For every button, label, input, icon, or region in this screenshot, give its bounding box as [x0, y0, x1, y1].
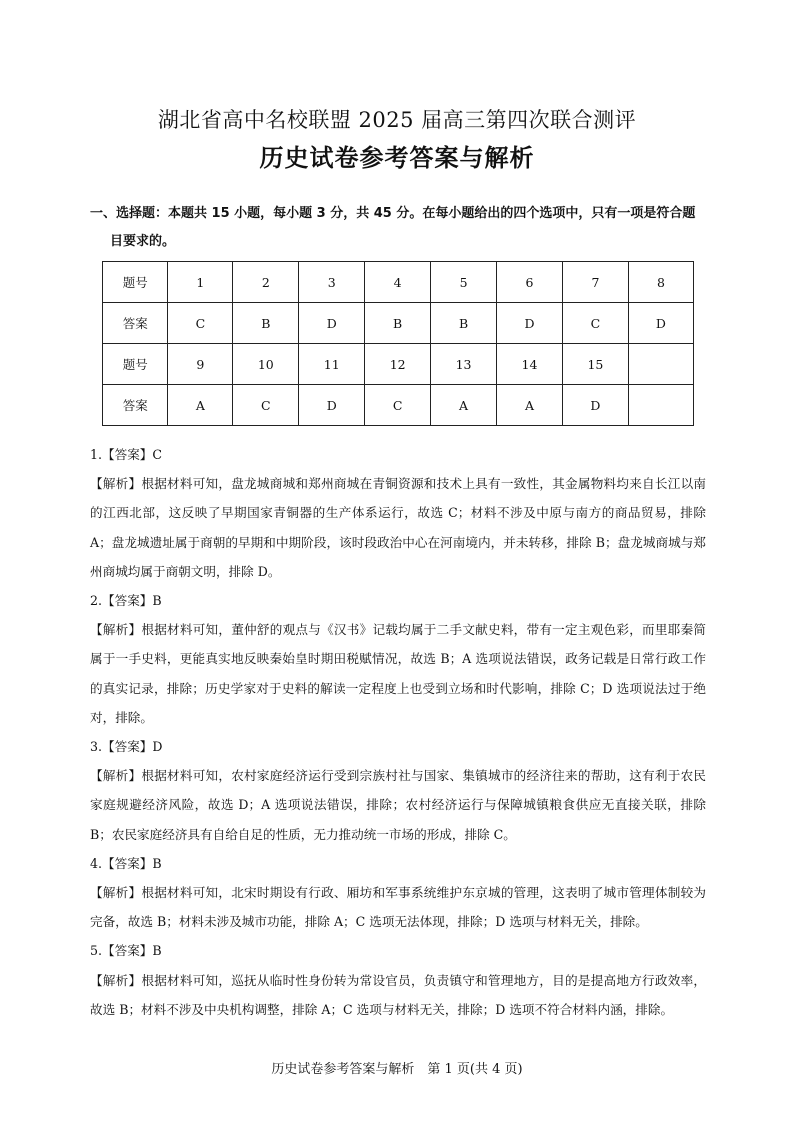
- answer-line: 2.【答案】B: [90, 593, 162, 609]
- table-row: [103, 262, 694, 303]
- answer-cell: D: [299, 303, 365, 344]
- answer-cell: D: [628, 303, 693, 344]
- document-subtitle: 历史试卷参考答案与解析: [259, 144, 535, 172]
- answer-cell: D: [562, 385, 628, 426]
- table-row: [103, 385, 694, 426]
- answer-cell: B: [431, 303, 497, 344]
- answer-cell: C: [365, 385, 431, 426]
- answer-cell: A: [431, 385, 497, 426]
- answer-table: [102, 261, 694, 426]
- question-number: 15: [562, 344, 628, 385]
- empty-cell: [628, 385, 693, 426]
- row-label: 答案: [103, 385, 168, 426]
- question-number: 2: [233, 262, 299, 303]
- analysis-paragraph: 【解析】根据材料可知，农村家庭经济运行受到宗族村社与国家、集镇城市的经济往来的帮助，这有利于农民家庭规避经济风险，故选 D；A 选项说法错误，排除；农村经济运行与保障城镇粮食供应无直接关联，排除 B；农民家庭经济具有自给自足的性质，无力推动统一市场的形成，排除 C。: [90, 768, 706, 842]
- answer-cell: C: [562, 303, 628, 344]
- answer-cell: C: [168, 303, 233, 344]
- question-number: 13: [431, 344, 497, 385]
- question-number: 3: [299, 262, 365, 303]
- row-label: 答案: [103, 303, 168, 344]
- question-number: 1: [168, 262, 233, 303]
- answer-line: 1.【答案】C: [90, 447, 163, 462]
- answer-line: 5.【答案】B: [90, 943, 162, 959]
- answer-cell: B: [365, 303, 431, 344]
- answer-cell: A: [497, 385, 563, 426]
- question-number: 12: [365, 344, 431, 385]
- page-footer: 历史试卷参考答案与解析 第 1 页(共 4 页): [271, 1062, 523, 1077]
- explanations: [90, 440, 706, 1024]
- empty-cell: [628, 344, 693, 385]
- answer-cell: A: [168, 385, 233, 426]
- row-label: 题号: [103, 344, 168, 385]
- analysis-paragraph: 【解析】根据材料可知，董仲舒的观点与《汉书》记载均属于二手文献史料，带有一定主观色彩，而里耶秦简属于一手史料，更能真实地反映秦始皇时期田税赋情况，故选 B；A 选项说法错误，政务记载是日常行政工作的真实记录，排除；历史学家对于史料的解读一定程度上也受到立场和时代影响，排除 C；D 选项说法过于绝对，排除。: [90, 622, 706, 725]
- analysis-paragraph: 【解析】根据材料可知，北宋时期设有行政、厢坊和军事系统维护东京城的管理，这表明了城市管理体制较为完备，故选 B；材料未涉及城市功能，排除 A；C 选项无法体现，排除；D 选项与材料无关，排除。: [90, 885, 706, 930]
- question-number: 6: [497, 262, 563, 303]
- question-number: 10: [233, 344, 299, 385]
- section-heading: 一、选择题：本题共 15 小题，每小题 3 分，共 45 分。在每小题给出的四个选项中，只有一项是符合题目要求的。: [90, 206, 696, 249]
- answer-cell: D: [497, 303, 563, 344]
- analysis-paragraph: 【解析】根据材料可知，巡抚从临时性身份转为常设官员，负责镇守和管理地方，目的是提高地方行政效率，故选 B；材料不涉及中央机构调整，排除 A；C 选项与材料无关，排除；D 选项不符合材料内涵，排除。: [90, 972, 706, 1017]
- answer-cell: C: [233, 385, 299, 426]
- question-number: 4: [365, 262, 431, 303]
- question-number: 5: [431, 262, 497, 303]
- answer-line: 4.【答案】B: [90, 855, 162, 871]
- analysis-paragraph: 【解析】根据材料可知，盘龙城商城和郑州商城在青铜资源和技术上具有一致性，其金属物料均来自长江以南的江西北部，这反映了早期国家青铜器的生产体系运行，故选 C；材料不涉及中原与南方的商品贸易，排除 A；盘龙城遗址属于商朝的早期和中期阶段，该时段政治中心在河南境内，并未转移，排除 B；盘龙城商城与郑州商城均属于商朝文明，排除 D。: [90, 476, 706, 579]
- table-row: [103, 344, 694, 385]
- answer-cell: B: [233, 303, 299, 344]
- row-label: 题号: [103, 262, 168, 303]
- question-number: 7: [562, 262, 628, 303]
- answer-cell: D: [299, 385, 365, 426]
- question-number: 8: [628, 262, 693, 303]
- question-number: 9: [168, 344, 233, 385]
- answer-line: 3.【答案】D: [90, 739, 163, 755]
- table-row: [103, 303, 694, 344]
- question-number: 14: [497, 344, 563, 385]
- question-number: 11: [299, 344, 365, 385]
- exam-title: 湖北省高中名校联盟 2025 届高三第四次联合测评: [157, 108, 637, 132]
